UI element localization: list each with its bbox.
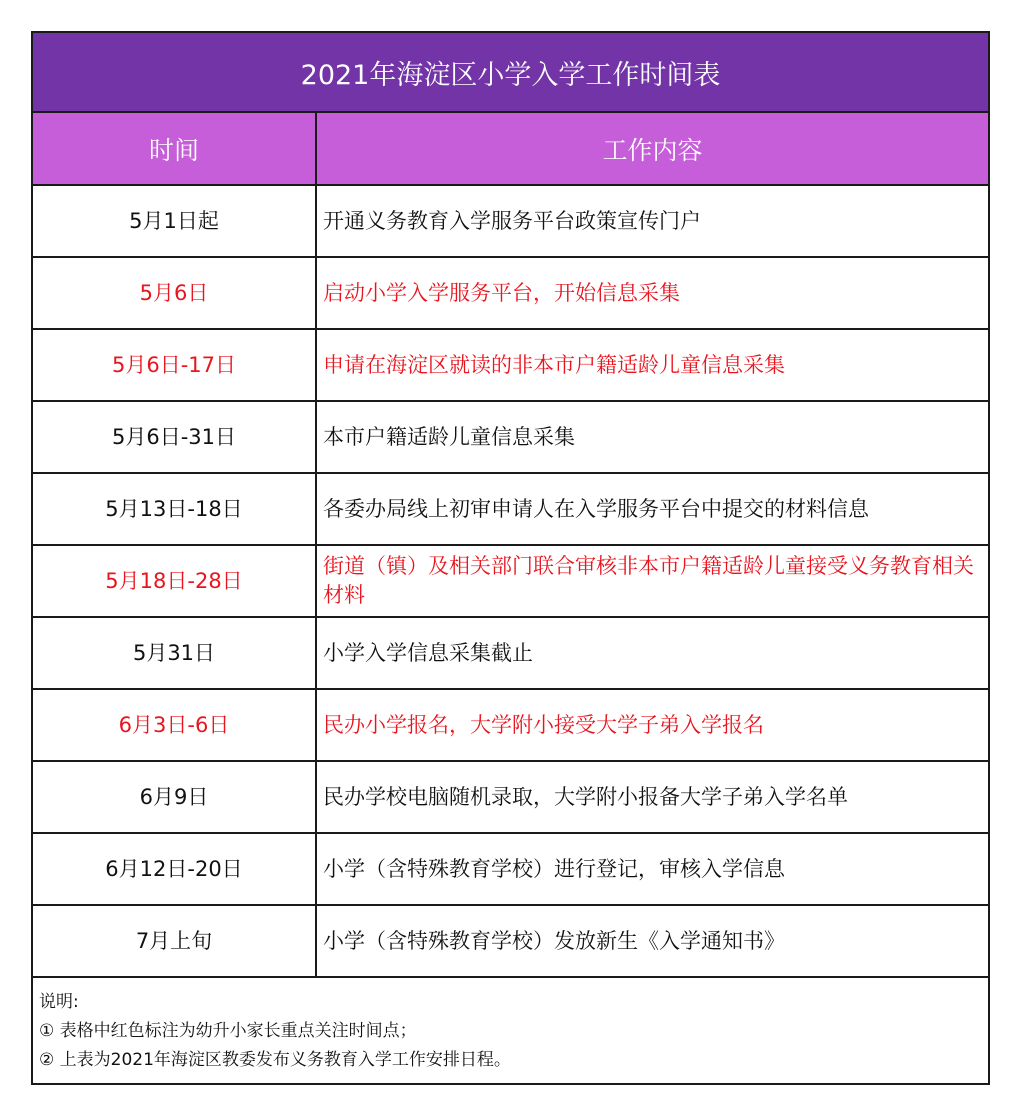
row-content: 开通义务教育入学服务平台政策宣传门户 (316, 185, 988, 257)
table-row (33, 761, 988, 833)
row-content: 小学（含特殊教育学校）发放新生《入学通知书》 (316, 905, 988, 977)
row-content: 民办学校电脑随机录取，大学附小报备大学子弟入学名单 (316, 761, 988, 833)
table-row (33, 329, 988, 401)
notes-label: 说明: (39, 992, 79, 1012)
table-row (33, 833, 988, 905)
row-time: 6月3日-6日 (33, 689, 316, 761)
row-time: 5月18日-28日 (33, 545, 316, 617)
row-content: 各委办局线上初审申请人在入学服务平台中提交的材料信息 (316, 473, 988, 545)
row-content: 街道（镇）及相关部门联合审核非本市户籍适龄儿童接受义务教育相关材料 (316, 545, 988, 617)
row-time: 7月上旬 (33, 905, 316, 977)
table-row (33, 617, 988, 689)
row-content: 民办小学报名，大学附小接受大学子弟入学报名 (316, 689, 988, 761)
row-content: 本市户籍适龄儿童信息采集 (316, 401, 988, 473)
schedule-table-container (31, 31, 990, 1085)
row-time: 5月6日-31日 (33, 401, 316, 473)
table-row (33, 545, 988, 617)
row-time: 5月1日起 (33, 185, 316, 257)
row-time: 6月9日 (33, 761, 316, 833)
row-content: 启动小学入学服务平台，开始信息采集 (316, 257, 988, 329)
header-content: 工作内容 (316, 113, 988, 185)
table-row (33, 401, 988, 473)
notes-section (33, 978, 988, 1083)
note-item: ② 上表为2021年海淀区教委发布义务教育入学工作安排日程。 (39, 1050, 511, 1070)
header-row (33, 113, 988, 185)
row-time: 5月6日-17日 (33, 329, 316, 401)
note-item: ① 表格中红色标注为幼升小家长重点关注时间点； (39, 1021, 417, 1041)
schedule-table (33, 113, 988, 978)
row-time: 5月31日 (33, 617, 316, 689)
row-time: 5月13日-18日 (33, 473, 316, 545)
table-row (33, 473, 988, 545)
header-time: 时间 (33, 113, 316, 185)
table-row (33, 905, 988, 977)
row-content: 小学（含特殊教育学校）进行登记，审核入学信息 (316, 833, 988, 905)
row-time: 6月12日-20日 (33, 833, 316, 905)
table-title: 2021年海淀区小学入学工作时间表 (33, 33, 988, 113)
table-row (33, 689, 988, 761)
row-time: 5月6日 (33, 257, 316, 329)
row-content: 申请在海淀区就读的非本市户籍适龄儿童信息采集 (316, 329, 988, 401)
table-row (33, 257, 988, 329)
row-content: 小学入学信息采集截止 (316, 617, 988, 689)
table-row (33, 185, 988, 257)
